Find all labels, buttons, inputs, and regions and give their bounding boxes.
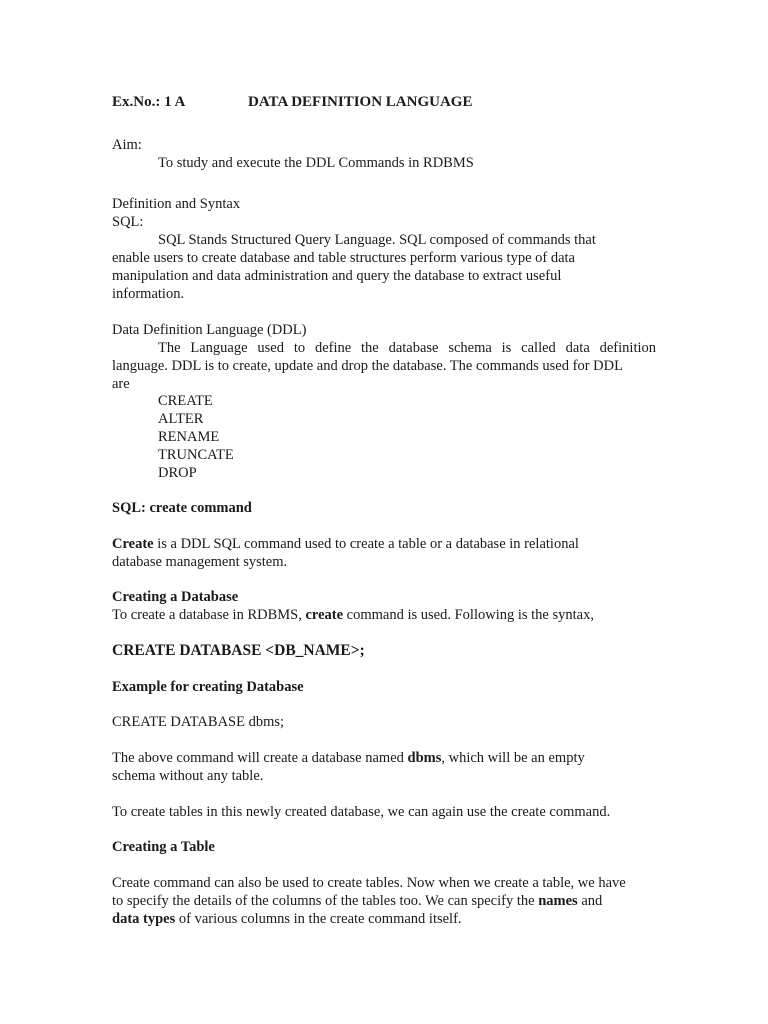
- creating-table-line-1: Create command can also be used to create tables. Now when we create a table, we have: [112, 875, 626, 891]
- create-bold-term: Create: [112, 536, 154, 552]
- ddl-heading: Data Definition Language (DDL): [112, 322, 307, 338]
- example-line-2: schema without any table.: [112, 768, 264, 784]
- ddl-line-3: are: [112, 376, 130, 392]
- creating-db-bold: create: [305, 607, 344, 623]
- creating-table-line-2: [112, 892, 602, 910]
- create-para-text: is a DDL SQL command used to create a table or a database in relational: [153, 536, 579, 552]
- creating-database-heading: Creating a Database: [112, 589, 239, 605]
- creating-db-text-b: command is used. Following is the syntax,: [343, 607, 594, 623]
- creating-table-line-3: [112, 910, 462, 928]
- creating-db-text-a: To create a database in RDBMS,: [112, 607, 306, 623]
- creating-database-text: [112, 606, 594, 624]
- ddl-command: CREATE: [158, 393, 213, 409]
- example-line-3: To create tables in this newly created database, we can again use the create command.: [112, 804, 611, 820]
- table-text-rest: of various columns in the create command itself.: [175, 911, 462, 927]
- ddl-command: DROP: [158, 465, 197, 481]
- example-heading: Example for creating Database: [112, 679, 304, 695]
- definition-heading: Definition and Syntax: [112, 196, 241, 212]
- table-text-b: and: [577, 893, 603, 909]
- exercise-title: DATA DEFINITION LANGUAGE: [248, 94, 473, 110]
- ddl-line-1: The Language used to define the database schema is called data definition: [158, 340, 656, 356]
- table-bold-data-types: data types: [112, 911, 176, 927]
- sql-label: SQL:: [112, 214, 144, 230]
- definition-line-2: enable users to create database and table structures perform various type of data: [112, 250, 575, 266]
- create-database-syntax: CREATE DATABASE <DB_NAME>;: [112, 642, 365, 659]
- example-bold: dbms: [407, 750, 442, 766]
- definition-line-4: information.: [112, 286, 185, 302]
- example-code: CREATE DATABASE dbms;: [112, 714, 285, 730]
- ddl-line-2: language. DDL is to create, update and drop the database. The commands used for DDL: [112, 358, 623, 374]
- example-text-b: , which will be an empty: [441, 750, 585, 766]
- ddl-command: ALTER: [158, 411, 204, 427]
- create-para-line-1: [112, 535, 579, 553]
- table-text-a: to specify the details of the columns of the tables too. We can specify the: [112, 893, 539, 909]
- create-para-line-2: database management system.: [112, 554, 288, 570]
- example-line-1: [112, 749, 585, 767]
- aim-text: To study and execute the DDL Commands in RDBMS: [158, 155, 474, 171]
- create-command-heading: SQL: create command: [112, 500, 252, 516]
- example-text-a: The above command will create a database named: [112, 750, 408, 766]
- definition-line-1: SQL Stands Structured Query Language. SQL composed of commands that: [158, 232, 596, 248]
- aim-label: Aim:: [112, 137, 142, 153]
- exercise-number: Ex.No.: 1 A: [112, 94, 186, 110]
- creating-table-heading: Creating a Table: [112, 839, 215, 855]
- ddl-command: TRUNCATE: [158, 447, 234, 463]
- definition-line-3: manipulation and data administration and query the database to extract useful: [112, 268, 562, 284]
- table-bold-names: names: [538, 893, 578, 909]
- ddl-command: RENAME: [158, 429, 220, 445]
